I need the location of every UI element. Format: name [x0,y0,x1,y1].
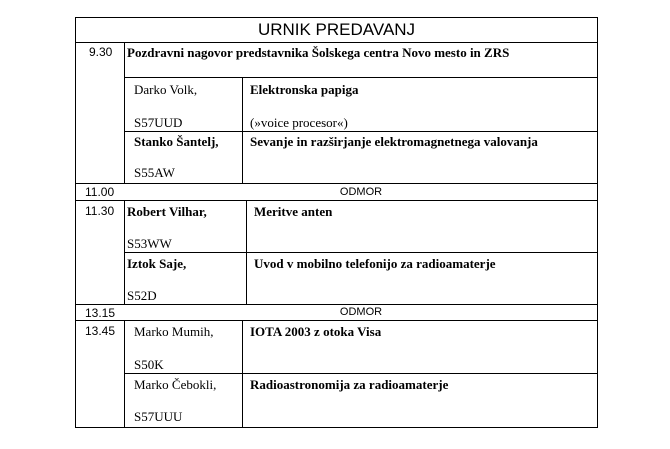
lecturer-callsign: S57UUD [134,115,183,130]
lecturer-name: Darko Volk, [134,82,198,97]
row-divider [75,200,598,201]
table-border-left [75,17,76,428]
lecturer-callsign: S57UUU [134,409,183,424]
lecturer-name: Robert Vilhar, [127,204,207,219]
time-column-divider [124,320,125,427]
row-divider [124,77,598,78]
table-border-right [597,17,598,428]
row-divider [124,252,598,253]
name-column-divider [246,200,247,304]
lecturer-name: Marko Čebokli, [134,377,217,392]
lecturer-name: Marko Mumih, [134,324,214,339]
row-divider [75,42,598,43]
table-border-bottom [75,427,598,428]
row-divider [75,183,598,184]
lecturer-callsign: S50K [134,357,164,372]
lecture-topic: Elektronska papiga [250,82,359,97]
time-cell: 11.00 [85,185,115,199]
name-column-divider [242,320,243,427]
table-border-top [75,17,598,18]
time-cell: 11.30 [85,204,115,218]
row-divider [124,373,598,374]
time-cell: 13.45 [85,324,116,338]
time-column-divider [124,200,125,304]
break-label: ODMOR [339,306,383,318]
lecture-topic: Sevanje in razširjanje elektromagnetnega valovanja [250,134,538,149]
lecture-topic: Uvod v mobilno telefonijo za radioamaterje [254,256,496,271]
name-column-divider [242,77,243,183]
lecture-topic: Radioastronomija za radioamaterje [250,377,449,392]
time-cell: 13.15 [85,306,116,320]
lecturer-name: Stanko Šantelj, [134,134,219,149]
table-title: URNIK PREDAVANJ [257,20,416,39]
time-cell: 9.30 [89,45,113,59]
lecture-topic: IOTA 2003 z otoka Visa [250,324,382,339]
lecturer-callsign: S53WW [127,236,172,251]
time-column-divider [124,42,125,183]
row-divider [75,320,598,321]
lecturer-callsign: S52D [127,288,157,303]
lecture-topic-note: (»voice procesor«) [250,115,348,130]
row-divider [124,131,598,132]
lecturer-callsign: S55AW [134,165,175,180]
break-label: ODMOR [339,186,383,198]
lecture-topic: Meritve anten [254,204,333,219]
welcome-text: Pozdravni nagovor predstavnika Šolskega centra Novo mesto in ZRS [127,45,510,60]
lecturer-name: Iztok Saje, [127,256,187,271]
